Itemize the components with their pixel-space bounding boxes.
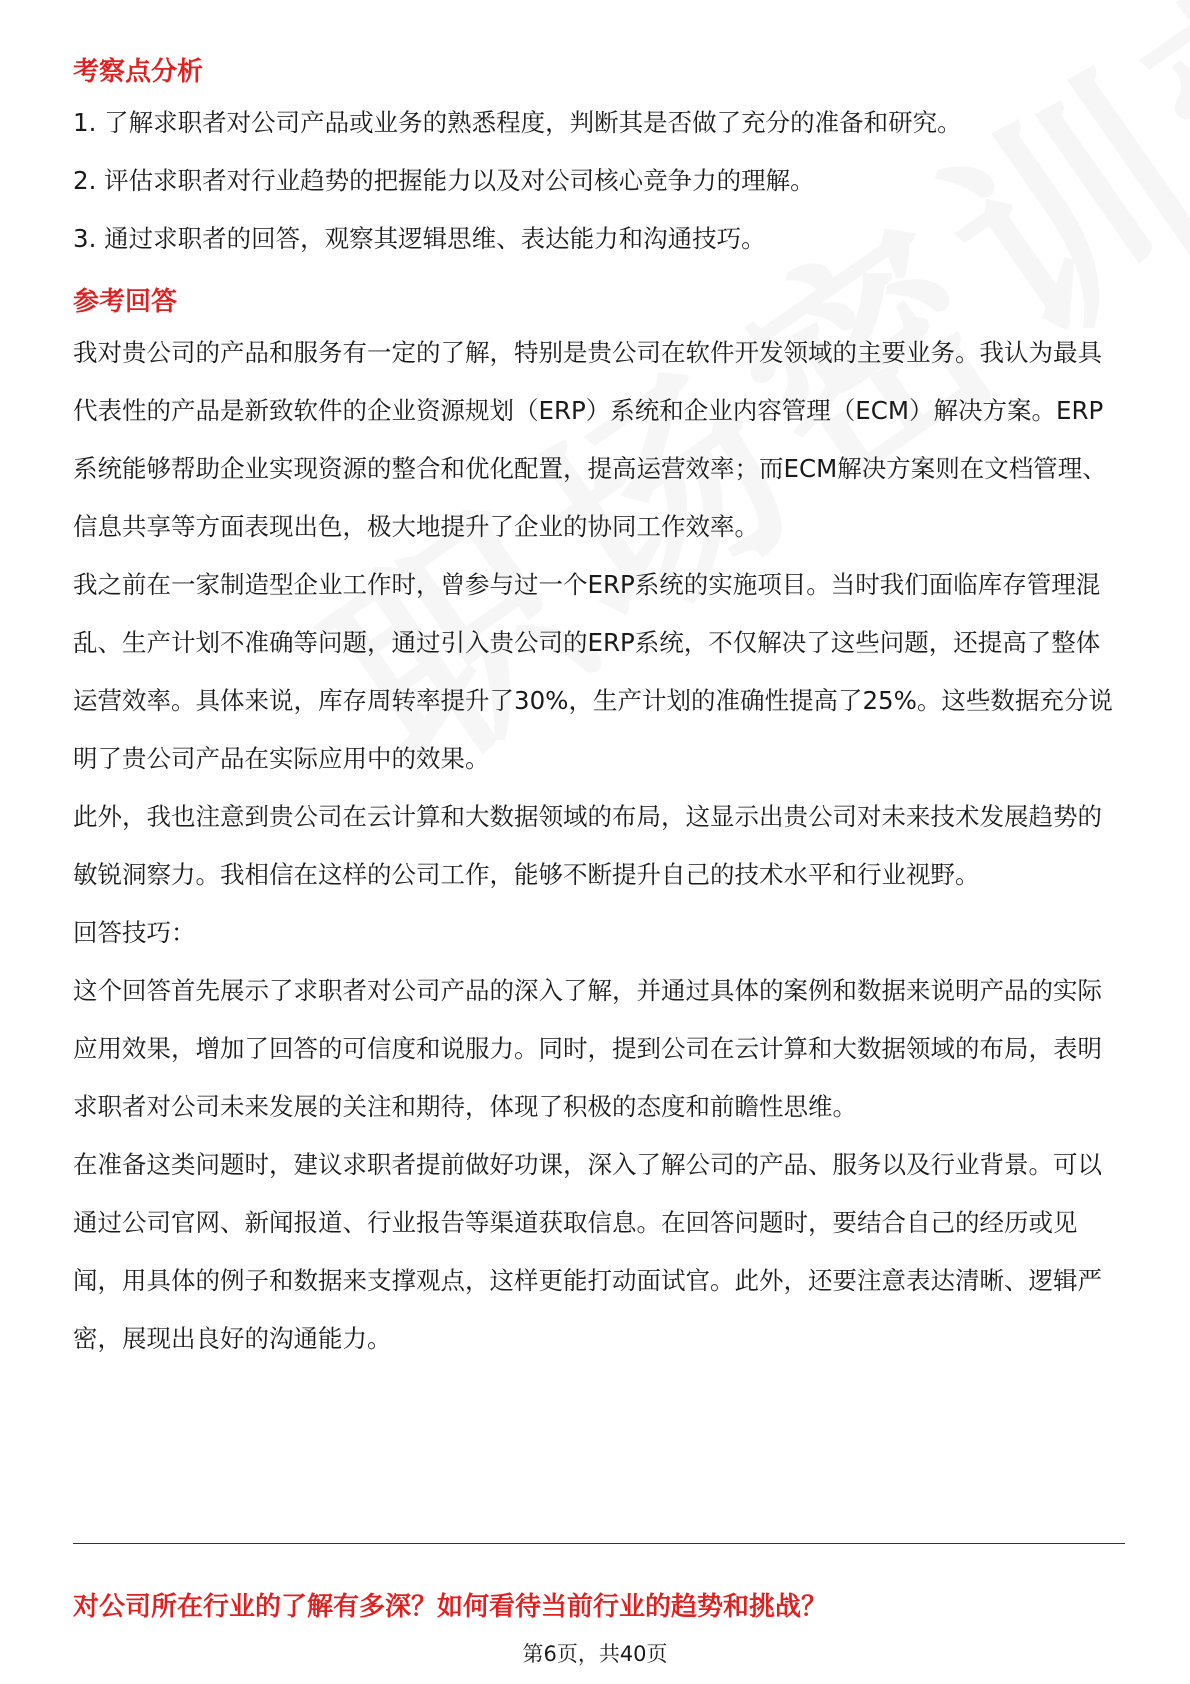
analysis-item: 3. 通过求职者的回答，观察其逻辑思维、表达能力和沟通技巧。 — [73, 224, 766, 253]
answer-paragraph: 我之前在一家制造型企业工作时，曾参与过一个ERP系统的实施项目。当时我们面临库存管理混乱、生产计划不准确等问题，通过引入贵公司的ERP系统，不仅解决了这些问题，还提高了整体运营效率。具体来说，库存周转率提升了30%，生产计划的准确性提高了25%。这些数据充分说明了贵公司产品在实际应用中的效果。 — [73, 570, 1113, 773]
analysis-item: 2. 评估求职者对行业趋势的把握能力以及对公司核心竞争力的理解。 — [73, 166, 815, 195]
answer-paragraph: 这个回答首先展示了求职者对公司产品的深入了解，并通过具体的案例和数据来说明产品的实际应用效果，增加了回答的可信度和说服力。同时，提到公司在云计算和大数据领域的布局，表明求职者对公司未来发展的关注和期待，体现了积极的态度和前瞻性思维。 — [73, 976, 1102, 1121]
analysis-heading: 考察点分析 — [73, 57, 204, 87]
next-question-heading: 对公司所在行业的了解有多深？如何看待当前行业的趋势和挑战？ — [73, 1592, 828, 1622]
analysis-item: 1. 了解求职者对公司产品或业务的熟悉程度，判断其是否做了充分的准备和研究。 — [73, 108, 962, 137]
answer-paragraph: 此外，我也注意到贵公司在云计算和大数据领域的布局，这显示出贵公司对未来技术发展趋势的敏锐洞察力。我相信在这样的公司工作，能够不断提升自己的技术水平和行业视野。 — [73, 802, 1102, 889]
content — [73, 50, 1123, 1368]
section-gap — [73, 268, 1123, 280]
page-number: 第6页，共40页 — [522, 1642, 668, 1666]
answer-paragraph: 在准备这类问题时，建议求职者提前做好功课，深入了解公司的产品、服务以及行业背景。可以通过公司官网、新闻报道、行业报告等渠道获取信息。在回答问题时，要结合自己的经历或见闻，用具体的例子和数据来支撑观点，这样更能打动面试官。此外，还要注意表达清晰、逻辑严密，展现出良好的沟通能力。 — [73, 1150, 1102, 1353]
divider — [73, 1543, 1125, 1544]
answer-paragraph: 我对贵公司的产品和服务有一定的了解，特别是贵公司在软件开发领域的主要业务。我认为最具代表性的产品是新致软件的企业资源规划（ERP）系统和企业内容管理（ECM）解决方案。ERP系统能够帮助企业实现资源的整合和优化配置，提高运营效率；而ECM解决方案则在文档管理、信息共享等方面表现出色，极大地提升了企业的协同工作效率。 — [73, 338, 1107, 541]
tips-label: 回答技巧： — [73, 918, 196, 947]
answer-heading: 参考回答 — [73, 287, 178, 317]
